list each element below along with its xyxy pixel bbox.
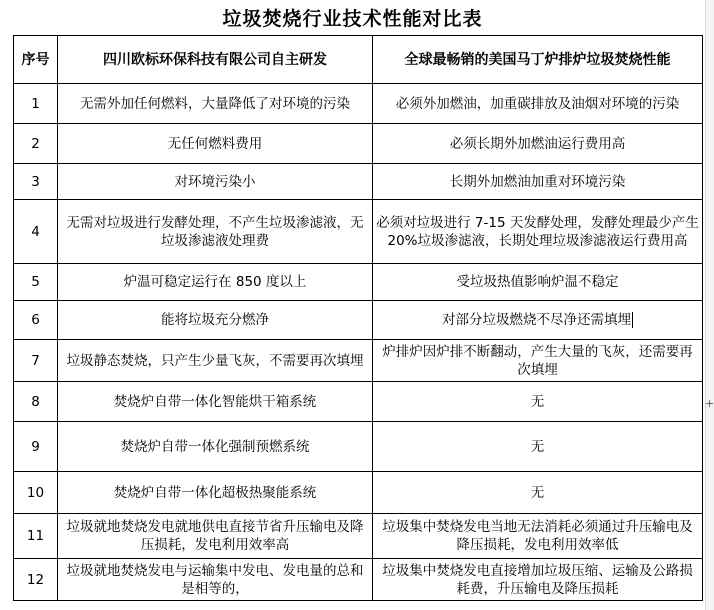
cell-index: 6 <box>14 301 58 340</box>
cell-ours: 垃圾就地焚烧发电就地供电直接节省升压输电及降压损耗，发电利用效率高 <box>58 514 373 559</box>
table-row <box>14 84 703 124</box>
table-row <box>14 340 703 382</box>
cell-index: 2 <box>14 124 58 164</box>
cell-theirs: 炉排炉因炉排不断翻动，产生大量的飞灰，还需要再次填埋 <box>373 340 703 382</box>
comparison-table <box>13 35 703 601</box>
cell-theirs: 无 <box>373 472 703 514</box>
cell-ours: 炉温可稳定运行在 850 度以上 <box>58 264 373 301</box>
cell-theirs: 长期外加燃油加重对环境污染 <box>373 164 703 200</box>
cell-index: 7 <box>14 340 58 382</box>
cell-ours: 垃圾静态焚烧，只产生少量飞灰，不需要再次填埋 <box>58 340 373 382</box>
cell-index: 9 <box>14 422 58 472</box>
cell-theirs: 无 <box>373 422 703 472</box>
cell-ours: 无需对垃圾进行发酵处理，不产生垃圾渗滤液，无垃圾渗滤液处理费 <box>58 200 373 264</box>
cell-index: 8 <box>14 382 58 422</box>
cell-index: 4 <box>14 200 58 264</box>
cell-theirs-editing[interactable] <box>373 301 703 340</box>
cell-index: 11 <box>14 514 58 559</box>
table-row <box>14 422 703 472</box>
page-title: 垃圾焚烧行业技术性能对比表 <box>222 8 483 30</box>
cell-index: 10 <box>14 472 58 514</box>
table-row <box>14 472 703 514</box>
cell-ours: 对环境污染小 <box>58 164 373 200</box>
cell-theirs: 受垃圾热值影响炉温不稳定 <box>373 264 703 301</box>
table-row <box>14 559 703 601</box>
plus-icon[interactable]: + <box>705 397 714 410</box>
cell-theirs: 必须对垃圾进行 7-15 天发酵处理，发酵处理最少产生 20%垃圾渗滤液，长期处理垃圾渗滤液运行费用高 <box>373 200 703 264</box>
table-row <box>14 382 703 422</box>
header-index: 序号 <box>14 36 58 84</box>
cell-theirs: 垃圾集中焚烧发电直接增加垃圾压缩、运输及公路损耗费，升压输电及降压损耗 <box>373 559 703 601</box>
cell-index: 12 <box>14 559 58 601</box>
cell-theirs: 垃圾集中焚烧发电当地无法消耗必须通过升压输电及降压损耗，发电利用效率低 <box>373 514 703 559</box>
cell-theirs: 必须外加燃油，加重碳排放及油烟对环境的污染 <box>373 84 703 124</box>
cell-theirs: 必须长期外加燃油运行费用高 <box>373 124 703 164</box>
cell-index: 5 <box>14 264 58 301</box>
header-theirs: 全球最畅销的美国马丁炉排炉垃圾焚烧性能 <box>373 36 703 84</box>
cell-index: 1 <box>14 84 58 124</box>
cell-ours: 垃圾就地焚烧发电与运输集中发电、发电量的总和是相等的， <box>58 559 373 601</box>
cell-index: 3 <box>14 164 58 200</box>
table-header-row <box>14 36 703 84</box>
table-row <box>14 264 703 301</box>
table-row <box>14 514 703 559</box>
table-row <box>14 124 703 164</box>
cell-theirs: 无 <box>373 382 703 422</box>
cell-ours: 无任何燃料费用 <box>58 124 373 164</box>
cell-ours: 焚烧炉自带一体化超极热聚能系统 <box>58 472 373 514</box>
cell-theirs-text: 对部分垃圾燃烧不尽净还需填埋 <box>442 312 631 328</box>
cell-ours: 焚烧炉自带一体化智能烘干箱系统 <box>58 382 373 422</box>
table-row <box>14 301 703 340</box>
cell-ours: 能将垃圾充分燃净 <box>58 301 373 340</box>
table-row <box>14 164 703 200</box>
cell-ours: 无需外加任何燃料，大量降低了对环境的污染 <box>58 84 373 124</box>
cell-ours: 焚烧炉自带一体化强制预燃系统 <box>58 422 373 472</box>
header-ours: 四川欧标环保科技有限公司自主研发 <box>58 36 373 84</box>
right-scroll-strip[interactable] <box>705 0 714 610</box>
text-cursor <box>632 312 633 328</box>
table-row <box>14 200 703 264</box>
